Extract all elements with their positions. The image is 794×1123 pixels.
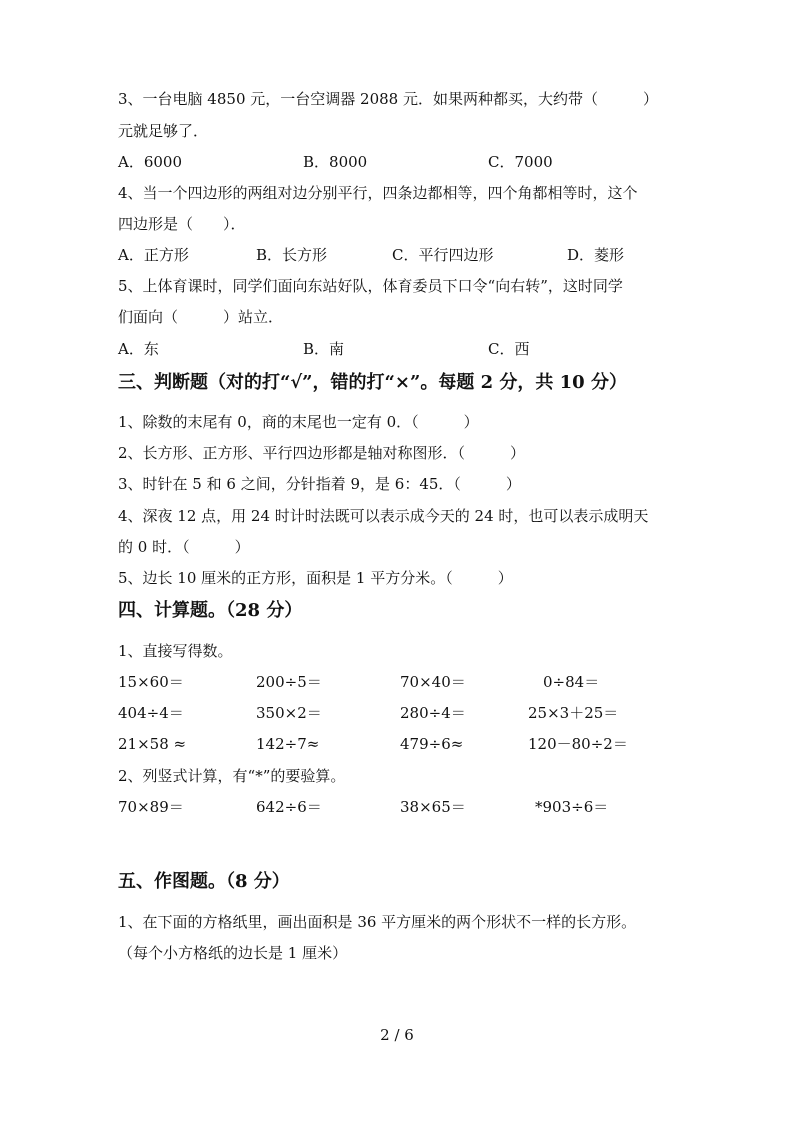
- q5-option-c: C．西: [488, 340, 530, 358]
- calc-item: 404÷4＝: [118, 704, 184, 722]
- calc-sub-2: 2、列竖式计算，有“*”的要验算。: [118, 767, 346, 785]
- question-3-line2: 元就足够了．: [118, 122, 209, 140]
- q5-option-b: B．南: [303, 340, 345, 358]
- draw-item-1-line2: （每个小方格纸的边长是 1 厘米）: [118, 944, 348, 962]
- vertical-calc-item: *903÷6＝: [535, 798, 609, 816]
- calc-item: 350×2＝: [256, 704, 322, 722]
- section-4-heading: 四、计算题。（28 分）: [118, 600, 303, 621]
- section-3-heading: 三、判断题（对的打“√”，错的打“×”。每题 2 分，共 10 分）: [118, 372, 627, 393]
- calc-item: 25×3＋25＝: [528, 704, 619, 722]
- q5-option-a: A．东: [118, 340, 159, 358]
- question-4-line1: 4、当一个四边形的两组对边分别平行，四条边都相等，四个角都相等时，这个: [118, 184, 638, 202]
- calc-item: 15×60＝: [118, 673, 184, 691]
- q4-option-c: C．平行四边形: [392, 246, 494, 264]
- judge-item-2: 2、长方形、正方形、平行四边形都是轴对称图形．（ ）: [118, 444, 526, 462]
- judge-item-5: 5、边长 10 厘米的正方形，面积是 1 平方分米。（ ）: [118, 569, 513, 587]
- calc-item: 142÷7≈: [256, 735, 320, 753]
- q3-option-a: A．6000: [118, 153, 183, 171]
- vertical-calc-item: 642÷6＝: [256, 798, 322, 816]
- calc-item: 0÷84＝: [543, 673, 600, 691]
- q3-option-b: B．8000: [303, 153, 368, 171]
- calc-item: 280÷4＝: [400, 704, 466, 722]
- judge-item-1: 1、除数的末尾有 0，商的末尾也一定有 0．（ ）: [118, 413, 479, 431]
- calc-item: 70×40＝: [400, 673, 466, 691]
- calc-item: 479÷6≈: [400, 735, 464, 753]
- judge-item-3: 3、时针在 5 和 6 之间，分针指着 9，是 6：45．（ ）: [118, 475, 521, 493]
- q4-option-b: B．长方形: [256, 246, 328, 264]
- judge-item-4-line2: 的 0 时．（ ）: [118, 538, 250, 556]
- calc-sub-1: 1、直接写得数。: [118, 642, 233, 660]
- q4-option-d: D．菱形: [567, 246, 625, 264]
- question-4-line2: 四边形是（ ）．: [118, 215, 246, 233]
- vertical-calc-item: 70×89＝: [118, 798, 184, 816]
- q3-option-c: C．7000: [488, 153, 553, 171]
- question-5-line1: 5、上体育课时，同学们面向东站好队，体育委员下口令“向右转”，这时同学: [118, 277, 623, 295]
- draw-item-1-line1: 1、在下面的方格纸里，画出面积是 36 平方厘米的两个形状不一样的长方形。: [118, 913, 637, 931]
- page-number: 2 / 6: [380, 1026, 414, 1044]
- vertical-calc-item: 38×65＝: [400, 798, 466, 816]
- q4-option-a: A．正方形: [118, 246, 189, 264]
- calc-item: 200÷5＝: [256, 673, 322, 691]
- calc-item: 21×58 ≈: [118, 735, 187, 753]
- question-3-line1: 3、一台电脑 4850 元，一台空调器 2088 元．如果两种都买，大约带（ ）: [118, 90, 658, 108]
- calc-item: 120－80÷2＝: [528, 735, 628, 753]
- question-5-line2: 们面向（ ）站立．: [118, 308, 284, 326]
- judge-item-4-line1: 4、深夜 12 点，用 24 时计时法既可以表示成今天的 24 时，也可以表示成明天: [118, 507, 649, 525]
- section-5-heading: 五、作图题。（8 分）: [118, 871, 290, 892]
